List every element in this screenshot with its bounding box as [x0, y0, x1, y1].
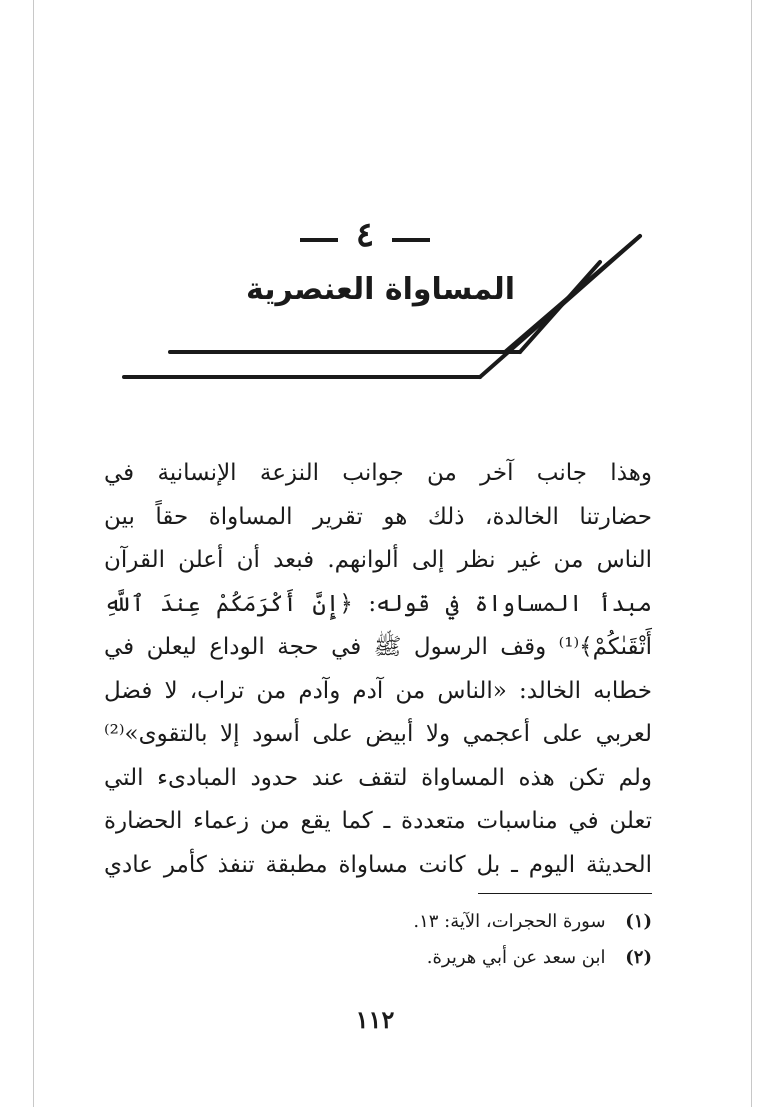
text-line: أَتْقَىٰكُمْ﴾⁽¹⁾ وقف الرسول ﷺ في حجة الوداع ليعلن في — [104, 634, 652, 660]
chapter-title: المساواة العنصرية — [246, 272, 515, 307]
footnote-separator — [478, 893, 652, 894]
footnote-number: (٢) — [625, 947, 652, 968]
text-line: حضارتنا الخالدة، ذلك هو تقرير المساواة حقاً بين — [104, 503, 652, 530]
text-line: لعربي على أعجمي ولا أبيض على أسود إلا بالتقوى»⁽²⁾ — [104, 721, 652, 747]
footnote-item — [300, 904, 652, 940]
footnotes — [300, 904, 652, 976]
footnote-item — [300, 940, 652, 976]
page-number: ١١٢ — [355, 1005, 395, 1034]
footnote-text: ابن سعد عن أبي هريرة. — [426, 947, 606, 968]
footnote-text: سورة الحجرات، الآية: ١٣. — [413, 911, 606, 932]
text-line: تعلن في مناسبات متعددة ـ كما يقع من زعماء الحضارة — [104, 808, 652, 834]
ornament-diagonal-middle — [505, 236, 640, 352]
title-ornament — [0, 0, 761, 420]
text-line: ولم تكن هذه المساواة لتقف عند حدود المبادىء التي — [104, 764, 652, 791]
text-line: مبدأ المساواة في قوله: ﴿إِنَّ أَكْرَمَكُمْ عِندَ ٱللَّهِ — [104, 590, 652, 617]
chapter-number: ٤ — [355, 215, 375, 255]
text-line: الناس من غير نظر إلى ألوانهم. فبعد أن أعلن القرآن — [104, 547, 652, 573]
footnote-number: (١) — [625, 911, 652, 932]
body-paragraph — [104, 452, 652, 887]
text-line: وهذا جانب آخر من جوانب النزعة الإنسانية في — [104, 460, 652, 486]
text-line: الحديثة اليوم ـ بل كانت مساواة مطبقة تنفذ كأمر عادي — [104, 851, 652, 878]
text-line: خطابه الخالد: «الناس من آدم وآدم من تراب، لا فضل — [104, 677, 652, 704]
